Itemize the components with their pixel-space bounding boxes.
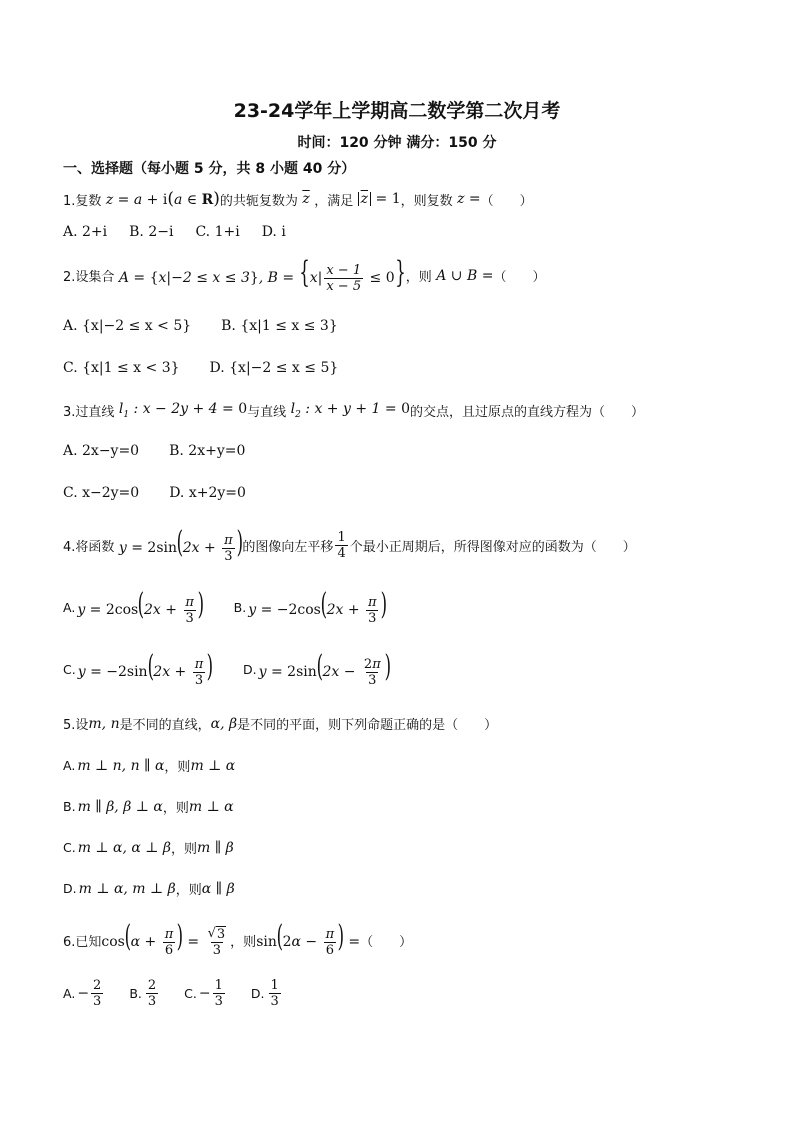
question-6: 6.已知 cos(α + $\frac{\pi}{6}$ ) = √ 3 3 ，则 sin(2α − $\frac{\pi}{6}$ ) = （ ） bbox=[63, 919, 413, 958]
q4-option-d[interactable]: D. y = 2sin(2x − $\frac{2\pi}{3}$ ) bbox=[243, 649, 391, 688]
q6-option-a[interactable]: A. − $\frac{2}{3}$ bbox=[63, 978, 102, 1009]
q6-options bbox=[63, 978, 305, 1009]
q6-option-d[interactable]: D. $\frac{1}{3}$ bbox=[250, 978, 279, 1009]
q3-options-row2 bbox=[63, 485, 268, 501]
exam-title: 23-24学年上学期高二数学第二次月考 bbox=[233, 100, 561, 122]
question-4: 4.将函数 y = 2sin(2x + $\frac{\pi}{3}$ ) 的图像向左平移 $\frac{1}{4}$ 个最小正周期后，所得图像对应的函数为 （ ） bbox=[63, 525, 636, 564]
q3-options-row1 bbox=[63, 443, 267, 459]
q6-target: sin(2α − $\frac{\pi}{6}$ ) = bbox=[256, 919, 361, 958]
q6-given: cos(α + $\frac{\pi}{6}$ ) = √ 3 3 bbox=[101, 919, 226, 958]
q3-option-b[interactable]: B. 2x+y=0 bbox=[169, 443, 246, 459]
q1-formula: z = a + i(a ∈ R) bbox=[101, 189, 220, 209]
q3-option-c[interactable]: C. x−2y=0 bbox=[63, 485, 140, 501]
q3-line1: $l_1$ : x − 2y + 4 = 0 bbox=[114, 401, 248, 420]
q3-line2: $l_2$ : x + y + 1 = 0 bbox=[286, 401, 410, 420]
q4-option-c[interactable]: C. y = −2sin(2x + $\frac{\pi}{3}$ ) bbox=[63, 649, 214, 688]
q2-option-c[interactable]: C. {x|1 ≤ x < 3} bbox=[63, 360, 180, 376]
q4-option-a[interactable]: A. y = 2cos(2x + $\frac{\pi}{3}$ ) bbox=[63, 587, 205, 626]
question-2: 2.设集合 A = {x|−2 ≤ x ≤ 3}, B = {x| $\frac{x - 1}{x - 5}$ ≤ 0} ，则 A ∪ B = （ ） bbox=[63, 255, 546, 294]
question-5: 5.设 m, n 是不同的直线， α, β 是不同的平面，则下列命题正确的是 （ ） bbox=[63, 715, 498, 733]
q5-option-a[interactable]: A. m ⊥ n, n ∥ α ，则 m ⊥ α bbox=[63, 757, 236, 775]
q4-function: y = 2sin(2x + $\frac{\pi}{3}$ ) bbox=[114, 525, 243, 564]
q3-option-d[interactable]: D. x+2y=0 bbox=[169, 485, 246, 501]
q5-option-c[interactable]: C. m ⊥ α, α ⊥ β ，则 m ∥ β bbox=[63, 839, 234, 857]
q5-option-d[interactable]: D. m ⊥ α, m ⊥ β ，则 α ∥ β bbox=[63, 880, 235, 898]
q4-options-row2 bbox=[63, 649, 412, 688]
q3-option-a[interactable]: A. 2x−y=0 bbox=[63, 443, 140, 459]
q2-option-b[interactable]: B. {x|1 ≤ x ≤ 3} bbox=[221, 318, 338, 334]
q2-formula: A = {x|−2 ≤ x ≤ 3}, B = {x| $\frac{x - 1}{x - 5}$ ≤ 0} bbox=[114, 255, 406, 294]
q4-option-b[interactable]: B. y = −2cos(2x + $\frac{\pi}{3}$ ) bbox=[233, 587, 387, 626]
question-3: 3.过直线 $l_1$ : x − 2y + 4 = 0 与直线 $l_2$ : x + y + 1 = 0 的交点，且过原点的直线方程为 （ ） bbox=[63, 401, 645, 420]
question-1: 1.复数 z = a + i(a ∈ R) 的共轭复数为 $\overline{z}$ ，满足 $\overline{z} = 1$ ，则复数 z = （ ） bbox=[63, 189, 533, 209]
q1-option-d[interactable]: D. i bbox=[261, 224, 286, 240]
section-heading: 一、选择题（每小题 5 分，共 8 小题 40 分） bbox=[63, 161, 356, 177]
q2-options-row2 bbox=[63, 360, 360, 376]
q6-option-c[interactable]: C. − $\frac{1}{3}$ bbox=[184, 978, 223, 1009]
q2-option-a[interactable]: A. {x|−2 ≤ x < 5} bbox=[63, 318, 192, 334]
q6-option-b[interactable]: B. $\frac{2}{3}$ bbox=[129, 978, 157, 1009]
q4-options-row1 bbox=[63, 587, 408, 626]
q1-options bbox=[63, 224, 308, 240]
q1-option-b[interactable]: B. 2−i bbox=[129, 224, 174, 240]
exam-subtitle: 时间：120 分钟 满分：150 分 bbox=[297, 135, 497, 151]
q1-option-c[interactable]: C. 1+i bbox=[195, 224, 240, 240]
q2-options-row1 bbox=[63, 318, 360, 334]
q2-option-d[interactable]: D. {x|−2 ≤ x ≤ 5} bbox=[209, 360, 339, 376]
q5-option-b[interactable]: B. m ∥ β, β ⊥ α ，则 m ⊥ α bbox=[63, 798, 234, 816]
q1-option-a[interactable]: A. 2+i bbox=[63, 224, 108, 240]
